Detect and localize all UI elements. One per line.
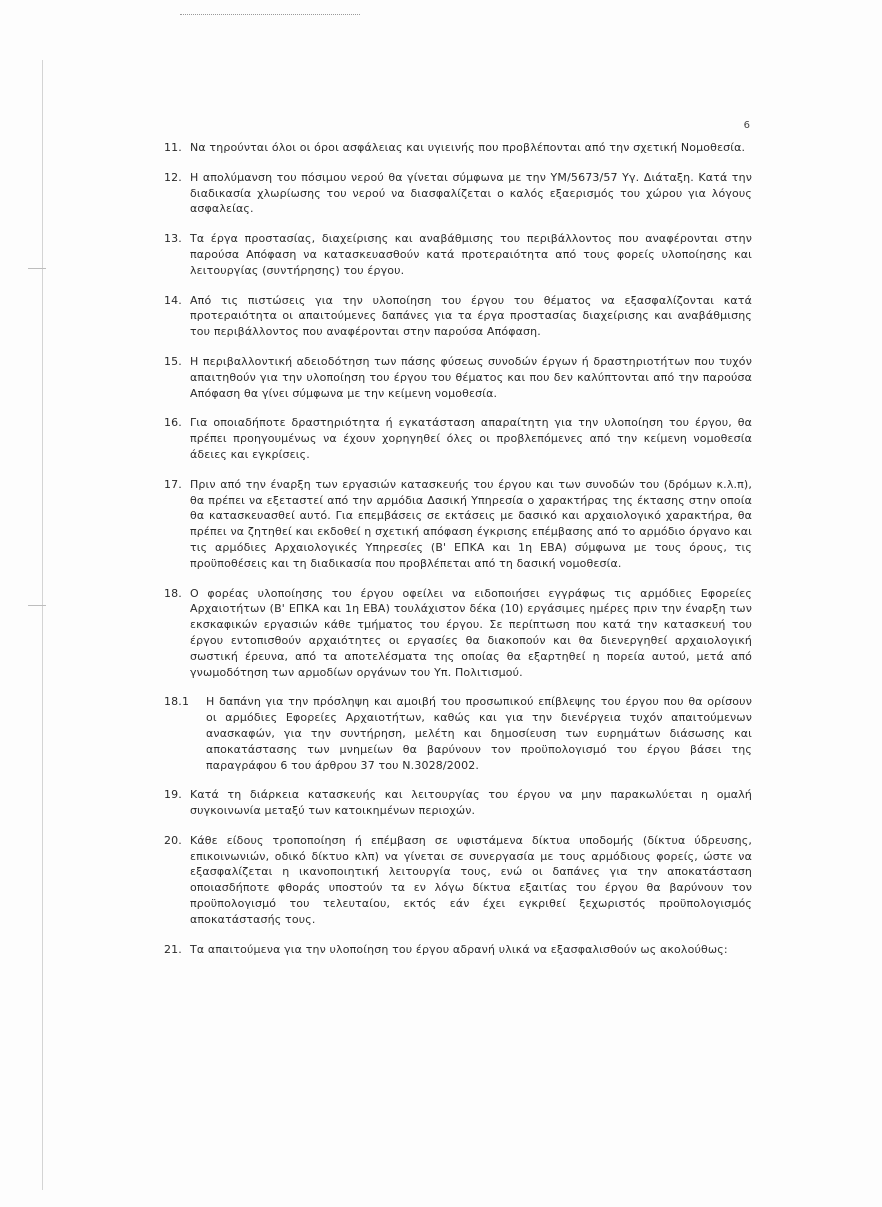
clause-item (164, 694, 752, 773)
clause-number: 18. (164, 586, 182, 600)
clause-item (164, 477, 752, 572)
clause-number: 17. (164, 477, 182, 491)
clause-text: Η δαπάνη για την πρόσληψη και αμοιβή του προσωπικού επίβλεψης του έργου που θα ορίσουν οι αρμόδιες Εφορείες Αρχαιοτήτων, καθώς και για την διενέργεια τυχόν απαιτούμενων ανασκαφών, για την συντήρηση, μελέτη και δημοσίευση των ευρημάτων διάσωσης και αποκατάστασης των μνημείων θα βαρύνουν τον προϋπολογισμό του έργου βάσει της παραγράφου 6 του άρθρου 37 του Ν.3028/2002. (206, 695, 752, 772)
clause-number: 15. (164, 354, 182, 368)
clause-item (164, 354, 752, 401)
binding-margin-tick (28, 268, 46, 269)
clause-item (164, 415, 752, 462)
binding-margin-tick (28, 605, 46, 606)
clause-text: Η απολύμανση του πόσιμου νερού θα γίνεται σύμφωνα με την ΥΜ/5673/57 Υγ. Διάταξη. Κατά την διαδικασία χλωρίωσης του νερού να διασφαλίζεται ο καλός εξαερισμός του χώρου για λόγους ασφαλείας. (190, 170, 752, 216)
clause-number: 16. (164, 416, 182, 430)
clause-text: Από τις πιστώσεις για την υλοποίηση του έργου του θέματος να εξασφαλίζονται κατά προτεραιότητα οι απαιτούμενες δαπάνες για τα έργα προστασίας διαχείρισης και αναβάθμισης του περιβάλλοντος που αναφέρονται στην παρούσα Απόφαση. (190, 293, 752, 339)
clause-text: Τα απαιτούμενα για την υλοποίηση του έργου αδρανή υλικά να εξασφαλισθούν ως ακολούθως: (190, 942, 728, 956)
clause-list (164, 140, 752, 971)
binding-margin-line (42, 60, 43, 1190)
clause-text: Κατά τη διάρκεια κατασκευής και λειτουργίας του έργου να μην παρακωλύεται η ομαλή συγκοινωνία μεταξύ των κατοικημένων περιοχών. (190, 788, 752, 818)
scan-top-mark (180, 14, 360, 16)
clause-item (164, 586, 752, 681)
clause-text: Ο φορέας υλοποίησης του έργου οφείλει να ειδοποιήσει εγγράφως τις αρμόδιες Εφορείες Αρχαιοτήτων (Β' ΕΠΚΑ και 1η ΕΒΑ) τουλάχιστον δέκα (10) εργάσιμες ημέρες πριν την έναρξη των εκσκαφικών εργασιών κάθε τμήματος του έργου. Σε περίπτωση που κατά την κατασκευή του έργου εντοπισθούν αρχαιότητες οι εργασίες θα διακοπούν και θα διενεργηθεί αρχαιολογική σωστική έρευνα, από τα αποτελέσματα της οποίας θα εξαρτηθεί η πορεία αυτού, μετά από γνωμοδότηση των αρμοδίων οργάνων του Υπ. Πολιτισμού. (190, 586, 752, 679)
clause-text: Να τηρούνται όλοι οι όροι ασφάλειας και υγιεινής που προβλέπονται από την σχετική Νομοθεσία. (190, 141, 746, 154)
page-number: 6 (743, 120, 750, 131)
clause-text: Τα έργα προστασίας, διαχείρισης και αναβάθμισης του περιβάλλοντος που αναφέρονται στην παρούσα Απόφαση να κατασκευασθούν κατά προτεραιότητα από τους φορείς υλοποίησης και λειτουργίας (συντήρησης) του έργου. (190, 232, 752, 277)
clause-text: Κάθε είδους τροποποίηση ή επέμβαση σε υφιστάμενα δίκτυα υποδομής (δίκτυα ύδρευσης, επικοινωνιών, οδικό δίκτυο κλπ) να γίνεται σε συνεργασία με τους αρμόδιους φορείς, ώστε να εξασφαλίζεται η ικανοποιητική λειτουργία τους, ενώ οι δαπάνες για την αποκατάσταση οποιασδήποτε φθοράς υποστούν τα εν λόγω δίκτυα εξαιτίας του έργου θα βαρύνουν τον προϋπολογισμό του τελευταίου, εκτός εάν έχει εγκριθεί ξεχωριστός προϋπολογισμός αποκατάστασής τους. (190, 833, 752, 926)
clause-number: 11. (164, 141, 182, 154)
clause-item (164, 942, 752, 958)
clause-item (164, 787, 752, 819)
clause-item (164, 833, 752, 928)
clause-number: 13. (164, 232, 182, 246)
clause-item (164, 170, 752, 217)
clause-number: 19. (164, 788, 182, 802)
clause-item (164, 140, 752, 156)
clause-item (164, 231, 752, 278)
clause-number: 20. (164, 833, 182, 847)
clause-number: 21. (164, 942, 182, 956)
clause-text: Πριν από την έναρξη των εργασιών κατασκευής του έργου και των συνοδών του (δρόμων κ.λ.π), θα πρέπει να εξεταστεί από την αρμόδια Δασική Υπηρεσία ο χαρακτήρας της έκτασης στην οποία θα κατασκευασθεί αυτό. Για επεμβάσεις σε εκτάσεις με δασικό και αρχαιολογικό χαρακτήρα, θα πρέπει να ζητηθεί και εκδοθεί η σχετική απόφαση έγκρισης επέμβασης από το αρμόδιο όργανο και τις αρμόδιες Αρχαιολογικές Υπηρεσίες (Β' ΕΠΚΑ και 1η ΕΒΑ) σύμφωνα με τους όρους, τις προϋποθέσεις και τη διαδικασία που προβλέπεται από τη δασική νομοθεσία. (190, 477, 752, 570)
clause-text: Για οποιαδήποτε δραστηριότητα ή εγκατάσταση απαραίτητη για την υλοποίηση του έργου, θα πρέπει προηγουμένως να έχουν χορηγηθεί όλες οι προβλεπόμενες από την κείμενη νομοθεσία άδειες και εγκρίσεις. (190, 416, 752, 461)
clause-number: 12. (164, 170, 182, 184)
clause-text: Η περιβαλλοντική αδειοδότηση των πάσης φύσεως συνοδών έργων ή δραστηριοτήτων που τυχόν απαιτηθούν για την υλοποίηση του έργου του θέματος και που δεν καλύπτονται από την παρούσα Απόφαση θα γίνει σύμφωνα με την κείμενη νομοθεσία. (190, 354, 752, 400)
clause-number: 14. (164, 293, 182, 307)
clause-item (164, 293, 752, 340)
clause-number: 18.1 (164, 695, 190, 709)
